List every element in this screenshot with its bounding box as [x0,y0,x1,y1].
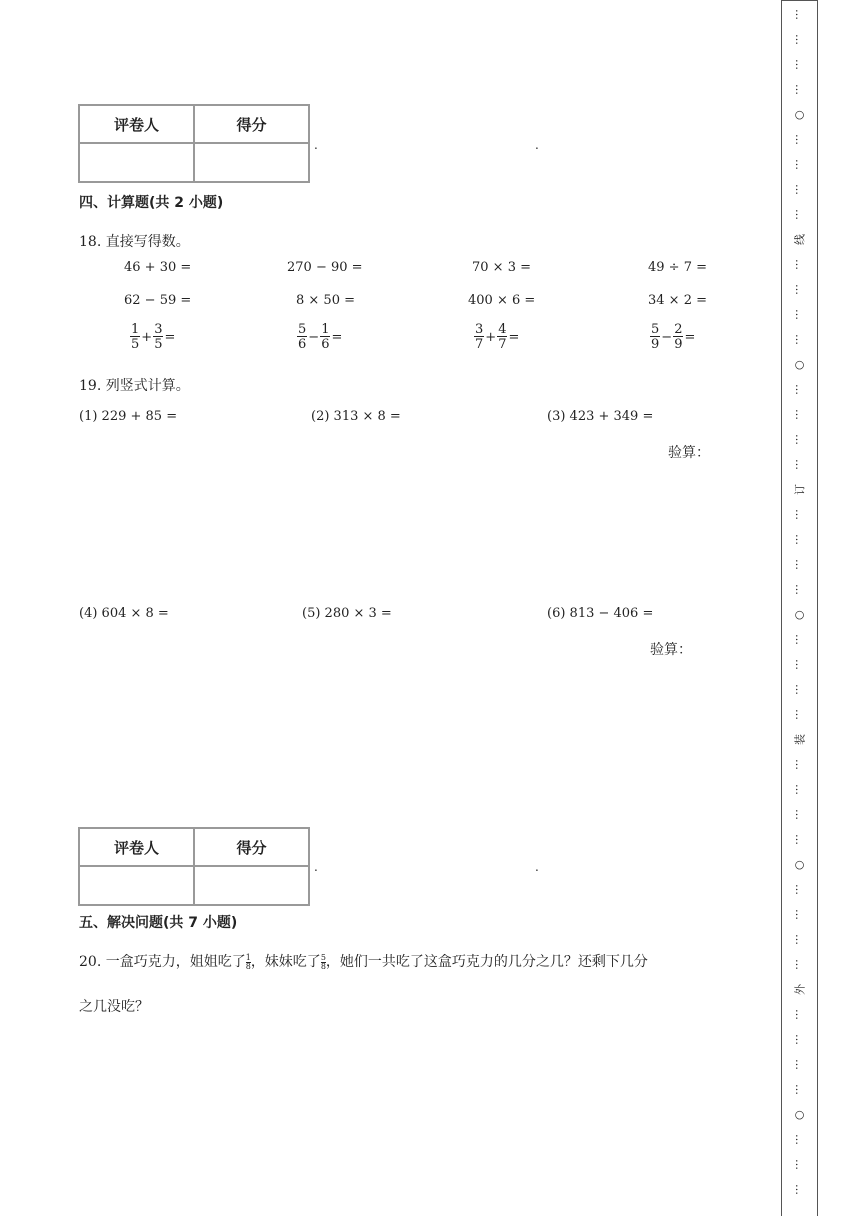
binding-dots: … [793,434,806,445]
binding-dots: … [793,259,806,270]
score-table-2 [78,827,310,906]
section-4-title: 四、计算题(共 2 小题) [79,195,224,211]
binding-dots: … [793,959,806,970]
binding-dots: … [793,584,806,595]
binding-dots: … [793,1159,806,1170]
score-table-1 [78,104,310,183]
q18-expr: 8 × 50 = [296,293,355,308]
q18-expr: 62 − 59 = [124,293,192,308]
q18-expr: 270 − 90 = [287,260,363,275]
score-header: 得分 [194,105,309,143]
score-cell[interactable] [194,143,309,182]
q19-item: (5) 280 × 3 = [302,606,392,621]
binding-dots: … [793,9,806,20]
binding-dots: … [793,809,806,820]
binding-dots: … [793,209,806,220]
dot-mark: . [314,138,318,152]
binding-dots: … [793,1059,806,1070]
binding-dots: … [793,34,806,45]
binding-char: 订 [793,484,806,495]
binding-dots: … [793,759,806,770]
grader-cell[interactable] [79,866,194,905]
dot-mark: . [314,860,318,874]
dot-mark: . [535,860,539,874]
binding-dots: … [793,559,806,570]
q18-fraction-expr: $\frac{5}{6}$ − $\frac{1}{6}$ = [298,322,343,352]
question-18-label: 18. 直接写得数。 [79,234,190,250]
binding-dots: … [793,84,806,95]
grader-cell[interactable] [79,143,194,182]
q19-item: (1) 229 + 85 = [79,409,178,424]
binding-dots: … [793,384,806,395]
binding-dots: … [793,509,806,520]
q18-fraction-expr: $\frac{1}{5}$ + $\frac{3}{5}$ = [131,322,176,352]
verification-label: 验算： [668,445,710,461]
binding-dots: … [793,59,806,70]
grader-header: 评卷人 [79,828,194,866]
binding-dots: … [793,909,806,920]
score-cell[interactable] [194,866,309,905]
dot-mark: . [535,138,539,152]
grader-header: 评卷人 [79,105,194,143]
binding-dots: … [793,634,806,645]
binding-dots: … [793,1034,806,1045]
binding-dots: … [793,659,806,670]
binding-dots: … [793,1009,806,1020]
binding-dots: … [793,934,806,945]
binding-dots: … [793,784,806,795]
binding-dots: … [793,884,806,895]
binding-dots: … [793,284,806,295]
question-20-text-line2: 之几没吃？ [79,999,149,1015]
binding-circle: ○ [794,108,805,121]
binding-circle: ○ [794,608,805,621]
binding-circle: ○ [794,858,805,871]
binding-dots: … [793,134,806,145]
question-19-label: 19. 列竖式计算。 [79,378,190,394]
q19-item: (6) 813 − 406 = [547,606,654,621]
q18-fraction-expr: $\frac{5}{9}$ − $\frac{2}{9}$ = [651,322,696,352]
binding-circle: ○ [794,1108,805,1121]
binding-dots: … [793,309,806,320]
question-20-text: 20. 一盒巧克力，姐姐吃了 $\frac{1}{8}$ ，妹妹吃了 $\frac{5}{8}$ ，她们一共吃了这盒巧克力的几分之几？还剩下几分 [79,952,648,971]
q18-expr: 46 + 30 = [124,260,192,275]
binding-char: 装 [793,734,806,745]
score-header: 得分 [194,828,309,866]
binding-dots: … [793,684,806,695]
binding-dots: … [793,534,806,545]
q18-expr: 400 × 6 = [468,293,536,308]
binding-dots: … [793,1084,806,1095]
binding-dots: … [793,409,806,420]
q19-item: (4) 604 × 8 = [79,606,169,621]
binding-char: 外 [793,984,806,995]
binding-dots: … [793,459,806,470]
section-5-title: 五、解决问题(共 7 小题) [79,915,238,931]
binding-circle: ○ [794,358,805,371]
binding-dots: … [793,834,806,845]
q18-fraction-expr: $\frac{3}{7}$ + $\frac{4}{7}$ = [475,322,520,352]
binding-dots: … [793,1134,806,1145]
binding-char: 线 [793,234,806,245]
q19-item: (3) 423 + 349 = [547,409,654,424]
binding-dots: … [793,1184,806,1195]
q18-expr: 70 × 3 = [472,260,531,275]
q19-item: (2) 313 × 8 = [311,409,401,424]
q18-expr: 49 ÷ 7 = [648,260,707,275]
binding-dots: … [793,184,806,195]
verification-label: 验算： [650,642,692,658]
binding-margin [781,0,818,1216]
binding-dots: … [793,159,806,170]
binding-dots: … [793,334,806,345]
q18-expr: 34 × 2 = [648,293,707,308]
binding-dots: … [793,709,806,720]
